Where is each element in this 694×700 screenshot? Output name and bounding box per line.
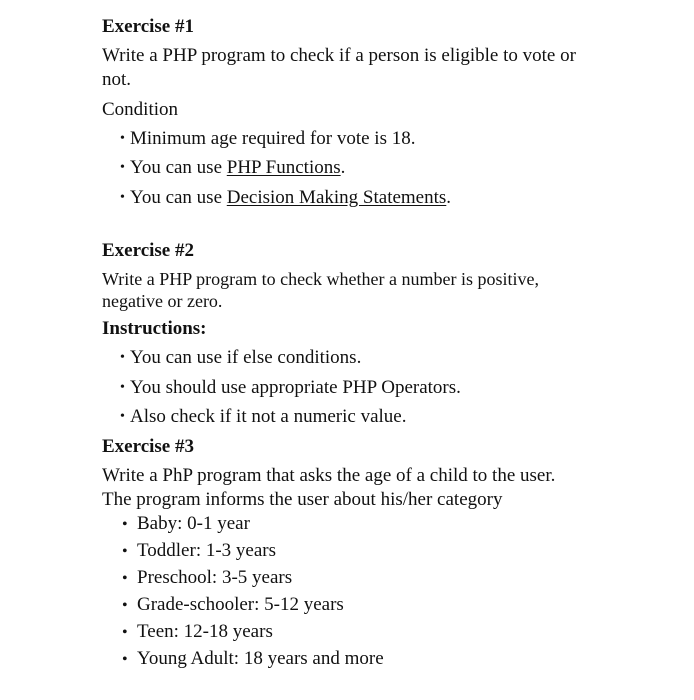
exercise-1-bullet	[120, 187, 451, 209]
category-text: Toddler: 1-3 years	[137, 540, 277, 561]
exercise-3-description-line-1: Write a PhP program that asks the age of a child to the user.	[102, 465, 556, 486]
bullet-text: You can use	[130, 187, 227, 208]
category-text: Grade-schooler: 5-12 years	[137, 594, 344, 615]
exercise-1-title: Exercise #1	[102, 16, 194, 37]
bullet-marker: •	[122, 597, 128, 614]
bullet-marker: •	[122, 570, 128, 587]
bullet-marker: •	[122, 651, 128, 668]
bullet-marker: •	[120, 380, 125, 395]
bullet-marker: •	[120, 131, 125, 146]
bullet-text-end: .	[446, 187, 452, 208]
category-list-item	[122, 594, 344, 617]
category-text: Young Adult: 18 years and more	[137, 648, 384, 669]
exercise-2-bullet	[120, 377, 461, 399]
exercise-3-title: Exercise #3	[102, 436, 194, 457]
bullet-marker: •	[122, 516, 128, 533]
bullet-text: You can use if else conditions.	[130, 347, 362, 368]
category-text: Preschool: 3-5 years	[137, 567, 293, 588]
category-list-item	[122, 621, 273, 644]
exercise-2-instructions-label: Instructions:	[102, 318, 207, 339]
bullet-marker: •	[122, 624, 128, 641]
bullet-marker: •	[120, 160, 125, 175]
decision-making-statements-link[interactable]: Decision Making Statements	[226, 187, 447, 208]
exercise-1-description: Write a PHP program to check if a person is eligible to vote or not.	[102, 45, 576, 90]
exercise-2-description: Write a PHP program to check whether a number is positive, negative or zero.	[102, 269, 539, 311]
exercise-1-condition-label: Condition	[102, 99, 179, 120]
bullet-text: You should use appropriate PHP Operators.	[130, 377, 461, 398]
exercise-2-bullet	[120, 406, 406, 428]
exercise-1-bullet	[120, 157, 345, 179]
exercise-3-description-line-2: The program informs the user about his/her category	[102, 489, 503, 510]
exercise-2-bullet	[120, 347, 361, 369]
exercise-1-bullet	[120, 128, 415, 150]
category-list-item	[122, 540, 276, 563]
bullet-text: Also check if it not a numeric value.	[130, 406, 407, 427]
php-functions-link[interactable]: PHP Functions	[226, 157, 341, 178]
bullet-text-end: .	[340, 157, 346, 178]
exercise-2-title: Exercise #2	[102, 240, 194, 261]
category-list-item	[122, 513, 250, 536]
bullet-marker: •	[120, 190, 125, 205]
category-text: Teen: 12-18 years	[137, 621, 273, 642]
bullet-marker: •	[120, 409, 125, 424]
bullet-text: You can use	[130, 157, 227, 178]
category-text: Baby: 0-1 year	[137, 513, 250, 534]
bullet-text: Minimum age required for vote is 18.	[130, 128, 416, 149]
bullet-marker: •	[122, 543, 128, 560]
category-list-item	[122, 567, 292, 590]
category-list-item	[122, 648, 384, 671]
bullet-marker: •	[120, 350, 125, 365]
